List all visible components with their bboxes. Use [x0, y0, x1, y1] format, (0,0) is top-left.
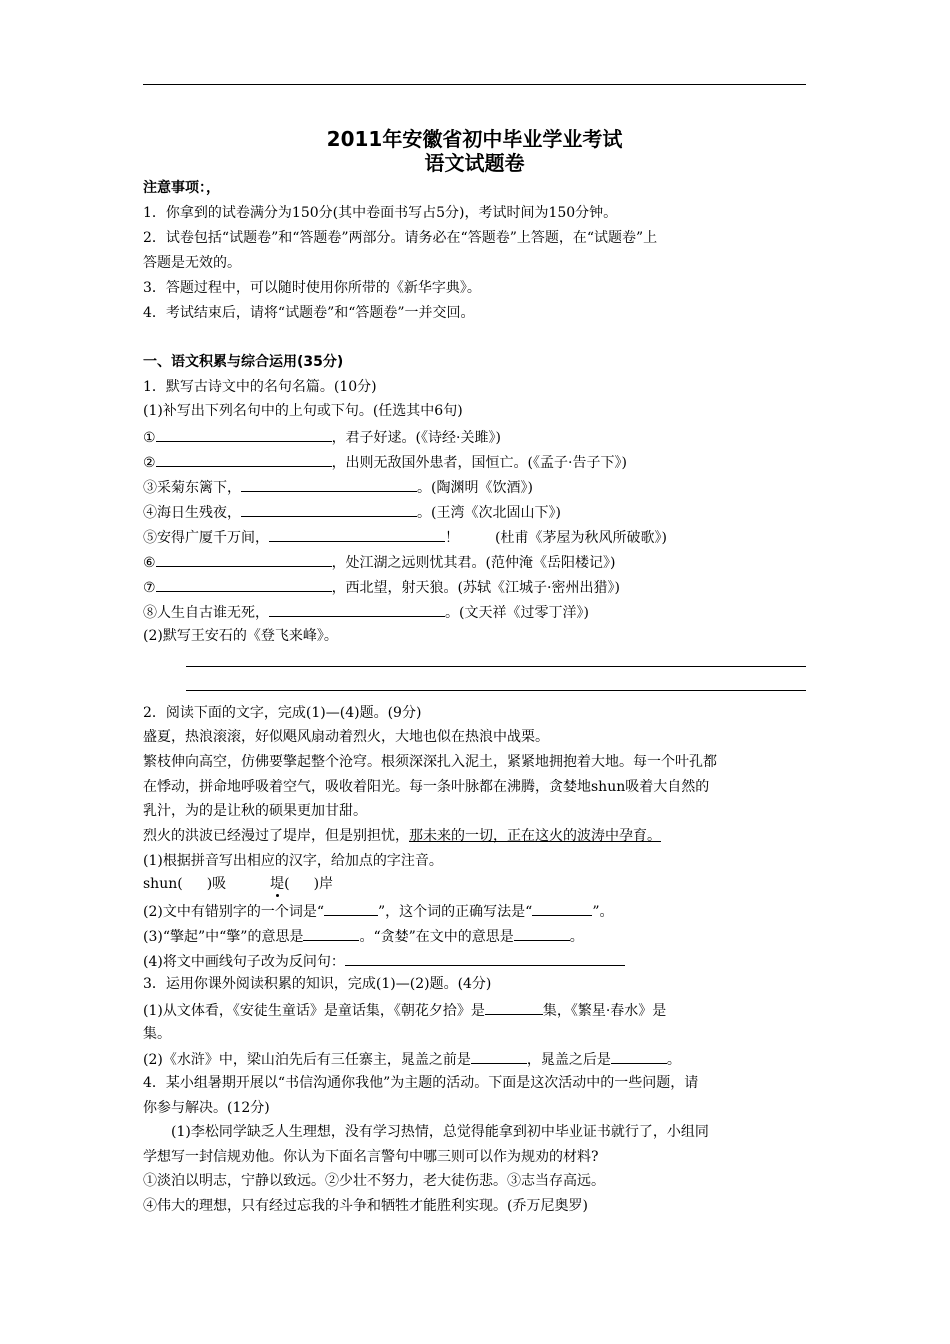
q1-item-5: ⑤安得广厦千万间， ！ (杜甫《茅屋为秋风所破歌》) — [143, 526, 808, 548]
q2-text-5: 烈火的洪波已经漫过了堤岸，但是别担忧，那未来的一切，正在这火的波涛中孕育。 — [143, 828, 661, 844]
notice-heading: 注意事项：， — [143, 180, 220, 196]
answer-blank[interactable] — [156, 576, 332, 592]
notice-item-2-cont: 答题是无效的。 — [143, 255, 241, 271]
q1-item-3: ③采菊东篱下， 。(陶渊明《饮酒》) — [143, 476, 808, 498]
q1-item-7: ⑦ ，西北望，射天狼。(苏轼《江城子·密州出猎》) — [143, 576, 808, 598]
section-1-heading: 一、语文积累与综合运用(35分) — [143, 354, 344, 370]
q4-options-1: ①淡泊以明志，宁静以致远。②少壮不努力，老大徒伤悲。③志当存高远。 — [143, 1173, 605, 1189]
q2-sub-1: (1)根据拼音写出相应的汉字，给加点的字注音。 — [143, 853, 443, 869]
answer-blank[interactable] — [156, 451, 332, 467]
answer-blank[interactable] — [532, 900, 592, 916]
exam-subtitle: 语文试题卷 — [424, 151, 525, 175]
q2-text-1: 盛夏，热浪滚滚，好似飓风扇动着烈火，大地也似在热浪中战栗。 — [143, 729, 549, 745]
q1-item-8: ⑧人生自古谁无死， 。(文天祥《过零丁洋》) — [143, 601, 808, 623]
underlined-sentence: 那未来的一切，正在这火的波涛中孕育。 — [409, 828, 661, 844]
answer-blank[interactable] — [485, 999, 543, 1015]
answer-blank[interactable] — [156, 426, 332, 442]
q2-stem: 2．阅读下面的文字，完成(1)—(4)题。(9分) — [143, 705, 422, 721]
answer-blank[interactable] — [324, 900, 378, 916]
q2-sub-3: (3)“擎起”中“擎”的意思是 。“贪婪”在文中的意思是 。 — [143, 925, 808, 947]
notice-item-2: 2．试卷包括“试题卷”和“答题卷”两部分。请务必在“答题卷”上答题，在“试题卷”上 — [143, 230, 658, 246]
q1-item-6: ⑥ ，处江湖之远则忧其君。(范仲淹《岳阳楼记》) — [143, 551, 808, 573]
answer-blank[interactable] — [611, 1048, 667, 1064]
q3-sub-2: (2)《水浒》中，梁山泊先后有三任寨主，晁盖之前是 ，晁盖之后是 。 — [143, 1048, 808, 1070]
answer-line[interactable] — [186, 690, 806, 691]
answer-blank[interactable] — [514, 925, 570, 941]
q4-stem-cont: 你参与解决。(12分) — [143, 1100, 270, 1116]
q3-sub-1: (1)从文体看，《安徒生童话》是童话集，《朝花夕拾》是 集，《繁星·春水》是 — [143, 999, 808, 1021]
q2-sub-1-blanks: shun( )吸 堤( )岸 — [143, 876, 334, 892]
exam-title: 2011年安徽省初中毕业学业考试 — [326, 127, 623, 151]
answer-blank[interactable] — [241, 501, 417, 517]
q3-sub-1-cont: 集。 — [143, 1026, 171, 1042]
header-rule — [143, 84, 806, 85]
q2-sub-2: (2)文中有错别字的一个词是“ ”，这个词的正确写法是“ ”。 — [143, 900, 808, 922]
dotted-char: 堤 — [270, 876, 285, 892]
q1-stem: 1．默写古诗文中的名句名篇。(10分) — [143, 379, 377, 395]
answer-blank[interactable] — [241, 476, 417, 492]
q3-stem: 3．运用你课外阅读积累的知识，完成(1)—(2)题。(4分) — [143, 976, 492, 992]
q1-part-2: (2)默写王安石的《登飞来峰》。 — [143, 628, 338, 644]
notice-item-4: 4．考试结束后，请将“试题卷”和“答题卷”一并交回。 — [143, 305, 475, 321]
answer-blank[interactable] — [303, 925, 359, 941]
answer-blank[interactable] — [269, 601, 445, 617]
answer-blank[interactable] — [269, 526, 445, 542]
q4-stem: 4．某小组暑期开展以“书信沟通你我他”为主题的活动。下面是这次活动中的一些问题，请 — [143, 1075, 699, 1091]
q2-text-4: 乳汁，为的是让秋的硕果更加甘甜。 — [143, 803, 367, 819]
notice-item-1: 1．你拿到的试卷满分为150分(其中卷面书写占5分)，考试时间为150分钟。 — [143, 205, 618, 221]
answer-line[interactable] — [186, 666, 806, 667]
answer-blank[interactable] — [471, 1048, 527, 1064]
q1-item-2: ② ，出则无敌国外患者，国恒亡。(《孟子·告子下》) — [143, 451, 808, 473]
q4-part-1: (1)李松同学缺乏人生理想，没有学习热情，总觉得能拿到初中毕业证书就行了，小组同 — [171, 1124, 709, 1140]
q1-item-1: ① ，君子好逑。(《诗经·关雎》) — [143, 426, 808, 448]
q4-options-2: ④伟大的理想，只有经过忘我的斗争和牺牲才能胜利实现。(乔万尼奥罗) — [143, 1198, 588, 1214]
notice-item-3: 3．答题过程中，可以随时使用你所带的《新华字典》。 — [143, 280, 481, 296]
q1-part-1: (1)补写出下列名句中的上句或下句。(任选其中6句) — [143, 403, 463, 419]
q4-part-1-cont: 学想写一封信规劝他。你认为下面名言警句中哪三则可以作为规劝的材料? — [143, 1149, 599, 1165]
q2-sub-4: (4)将文中画线句子改为反问句： — [143, 950, 808, 972]
q1-item-4: ④海日生残夜， 。(王湾《次北固山下》) — [143, 501, 808, 523]
q2-text-2: 繁枝伸向高空，仿佛要擎起整个沧穹。根须深深扎入泥土，紧紧地拥抱着大地。每一个叶孔都 — [143, 754, 717, 770]
answer-blank[interactable] — [345, 950, 625, 966]
q2-text-3: 在悸动，拼命地呼吸着空气，吸收着阳光。每一条叶脉都在沸腾，贪婪地shun吸着大自然的 — [143, 779, 710, 795]
answer-blank[interactable] — [156, 551, 332, 567]
